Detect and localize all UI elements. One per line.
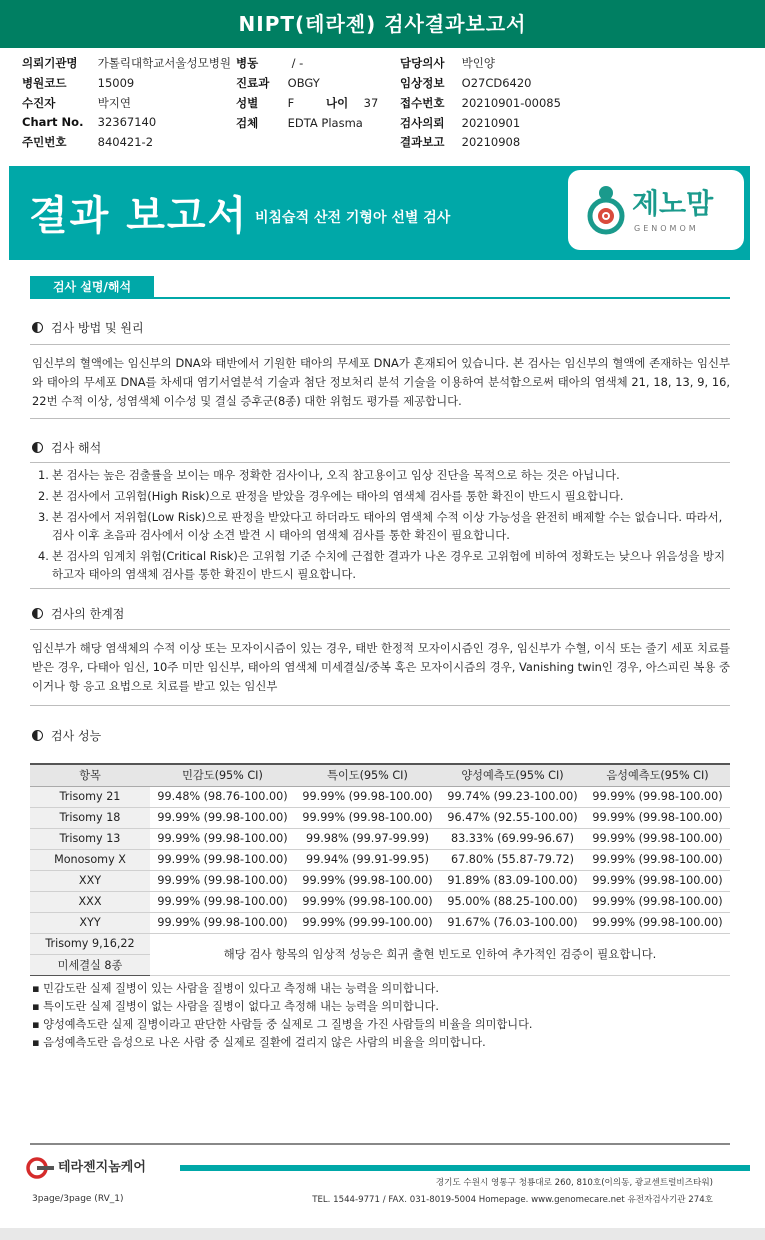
sex-label: 성별: [236, 96, 259, 110]
column-header: 항목: [30, 764, 150, 786]
sex-item: [236, 95, 294, 111]
divider: [30, 462, 730, 463]
table-row: [30, 828, 730, 849]
item-text: 본 검사는 높은 검출률을 보이는 매우 정확한 검사이나, 오직 참고용이고 임상 진단을 목적으로 하는 것은 아닙니다.: [52, 468, 620, 482]
footer-bar: [180, 1165, 750, 1171]
request-date-value: 20210901: [461, 116, 521, 130]
company-logo: [26, 1156, 146, 1179]
genomom-mother-icon: [582, 184, 630, 236]
performance-heading: [32, 727, 101, 744]
resident-no-label: 주민번호: [22, 135, 67, 149]
row-name: Trisomy 21: [30, 786, 150, 807]
npv-cell: 99.99% (99.98-100.00): [585, 891, 730, 912]
list-item: [38, 487, 728, 505]
interpretation-heading: [32, 439, 101, 456]
ppv-cell: 83.33% (69.99-96.67): [440, 828, 585, 849]
table-row: [30, 849, 730, 870]
banner-subtitle: 비침습적 산전 기형아 선별 검사: [255, 210, 451, 226]
report-date-label: 결과보고: [400, 135, 445, 149]
resident-no-value: 840421-2: [97, 135, 154, 149]
divider: [30, 344, 730, 345]
resident-no-item: [22, 134, 153, 150]
receipt-no-label: 접수번호: [400, 96, 445, 110]
bottom-strip: [0, 1228, 765, 1240]
doctor-label: 담당의사: [400, 56, 445, 70]
institution-item: [22, 55, 231, 71]
request-date-label: 검사의뢰: [400, 116, 445, 130]
specimen-label: 검체: [236, 116, 259, 130]
item-number: 3.: [38, 510, 49, 524]
chart-no-label: Chart No.: [22, 115, 84, 129]
row-name: Trisomy 13: [30, 828, 150, 849]
list-item: [38, 466, 728, 484]
receipt-no-item: [400, 95, 561, 111]
department-item: [236, 75, 320, 91]
performance-heading-text: 검사 성능: [51, 729, 102, 743]
banner-title: 결과 보고서: [29, 193, 249, 239]
table-row: [30, 870, 730, 891]
hospital-code-label: 병원코드: [22, 76, 67, 90]
table-row: [30, 891, 730, 912]
definition-item: ▪ 양성예측도란 실제 질병이라고 판단한 사람들 중 실제로 그 질병을 가진 사람들의 비율을 의미합니다.: [32, 1016, 732, 1034]
ppv-cell: 91.89% (83.09-100.00): [440, 870, 585, 891]
list-item: [38, 547, 728, 583]
definition-item: ▪ 음성예측도란 음성으로 나온 사람 중 실제로 질환에 걸리지 않은 사람의 비율을 의미합니다.: [32, 1034, 732, 1052]
specificity-cell: 99.99% (99.98-100.00): [295, 891, 440, 912]
report-date-value: 20210908: [461, 135, 521, 149]
sensitivity-cell: 99.99% (99.98-100.00): [150, 870, 295, 891]
sensitivity-cell: 99.99% (99.98-100.00): [150, 912, 295, 933]
ward-value: / -: [291, 56, 304, 70]
specificity-cell: 99.99% (99.98-100.00): [295, 807, 440, 828]
logo-text: 제노맘: [632, 187, 714, 220]
department-value: OBGY: [287, 76, 320, 90]
definition-item: ▪ 민감도란 실제 질병이 있는 사람을 질병이 있다고 측정해 내는 능력을 의미합니다.: [32, 980, 732, 998]
divider: [30, 588, 730, 589]
doctor-item: [400, 55, 495, 71]
column-header: 음성예측도(95% CI): [585, 764, 730, 786]
contact-line: TEL. 1544-9771 / FAX. 031-8019-5004 Homepage. www.genomecare.net 유전자검사기관 274호: [312, 1195, 713, 1205]
specimen-value: EDTA Plasma: [287, 116, 363, 130]
specificity-cell: 99.99% (99.99-100.00): [295, 912, 440, 933]
section-divider: [30, 297, 730, 299]
section-tab: 검사 설명/해석: [30, 276, 154, 298]
item-number: 4.: [38, 549, 49, 563]
doctor-value: 박인양: [461, 56, 495, 70]
report-date-item: [400, 134, 520, 150]
table-row: [30, 912, 730, 933]
row-name: Monosomy X: [30, 849, 150, 870]
npv-cell: 99.99% (99.98-100.00): [585, 870, 730, 891]
examinee-label: 수진자: [22, 96, 56, 110]
performance-table: [30, 763, 730, 976]
item-text: 본 검사에서 저위험(Low Risk)으로 판정을 받았다고 하더라도 태아의 염색체 수적 이상 가능성을 완전히 배제할 수는 없습니다. 따라서, 검사 이후 초음파 검사에서 이상 소견 발견 시 태아의 염색체 검사를 통한 확진이 필요합니다.: [52, 510, 723, 542]
receipt-no-value: 20210901-00085: [461, 96, 561, 110]
hospital-code-value: 15009: [97, 76, 135, 90]
sensitivity-cell: 99.99% (99.98-100.00): [150, 849, 295, 870]
row-name: Trisomy 9,16,22: [30, 933, 150, 954]
item-text: 본 검사의 임계치 위험(Critical Risk)은 고위험 기준 수치에 근접한 결과가 나온 경우로 고위험에 비하여 정확도는 낮으나 위음성을 방지하고자 태아의 염색체 검사를 통한 확진이 반드시 필요합니다.: [52, 549, 726, 581]
report-title: NIPT(테라젠) 검사결과보고서: [0, 0, 765, 48]
column-header: 양성예측도(95% CI): [440, 764, 585, 786]
item-number: 1.: [38, 468, 49, 482]
address-line: 경기도 수원시 영통구 청룡대로 260, 810호(이의동, 광교센트럴비즈타워): [435, 1178, 713, 1188]
footer-divider: [30, 1143, 730, 1145]
half-circle-icon: [32, 730, 43, 741]
extra-note: 해당 검사 항목의 임상적 성능은 희귀 출현 빈도로 인하여 추가적인 검증이 필요합니다.: [150, 933, 730, 975]
sex-value: F: [287, 96, 295, 110]
row-name: XYY: [30, 912, 150, 933]
table-row: [30, 786, 730, 807]
clinical-info-item: [400, 75, 532, 91]
method-text: 임신부의 혈액에는 임신부의 DNA와 태반에서 기원한 태아의 무세포 DNA가 혼재되어 있습니다. 본 검사는 임신부의 혈액에 존재하는 임신부와 태아의 무세포 DNA를 차세대 염기서열분석 기술과 첨단 정보처리 분석 기술을 이용하여 분석함으로써 태아의 염색체 21, 18, 13, 9, 16, 22번 수적 이상, 성염색체 이수성 및 결실 증후군(8종) 대한 위험도 평가를 제공합니다.: [32, 356, 730, 408]
divider: [30, 629, 730, 630]
method-heading: [32, 319, 144, 336]
examinee-item: [22, 95, 131, 111]
npv-cell: 99.99% (99.98-100.00): [585, 828, 730, 849]
sensitivity-cell: 99.48% (98.76-100.00): [150, 786, 295, 807]
institution-value: 가톨릭대학교서울성모병원: [97, 56, 231, 70]
request-date-item: [400, 115, 520, 131]
result-banner: [9, 166, 750, 260]
institution-label: 의뢰기관명: [22, 56, 78, 70]
half-circle-icon: [32, 608, 43, 619]
limitations-heading-text: 검사의 한계점: [51, 607, 125, 621]
limitations-heading: [32, 605, 124, 622]
table-row: [30, 933, 730, 954]
item-number: 2.: [38, 489, 49, 503]
row-name: XXY: [30, 870, 150, 891]
examinee-value: 박지연: [97, 96, 131, 110]
chart-no-item: [22, 115, 156, 129]
ppv-cell: 95.00% (88.25-100.00): [440, 891, 585, 912]
clinical-info-value: O27CD6420: [461, 76, 532, 90]
definition-item: ▪ 특이도란 실제 질병이 없는 사람을 질병이 없다고 측정해 내는 능력을 의미합니다.: [32, 998, 732, 1016]
npv-cell: 99.99% (99.98-100.00): [585, 786, 730, 807]
interpretation-list: [38, 466, 728, 586]
row-name: 미세결실 8종: [30, 954, 150, 975]
specificity-cell: 99.98% (99.97-99.99): [295, 828, 440, 849]
age-value: 37: [363, 96, 379, 110]
sensitivity-cell: 99.99% (99.98-100.00): [150, 828, 295, 849]
age-item: [326, 95, 378, 111]
half-circle-icon: [32, 322, 43, 333]
column-header: 민감도(95% CI): [150, 764, 295, 786]
ppv-cell: 99.74% (99.23-100.00): [440, 786, 585, 807]
item-text: 본 검사에서 고위험(High Risk)으로 판정을 받았을 경우에는 태아의 염색체 검사를 통한 확진이 반드시 필요합니다.: [52, 489, 624, 503]
row-name: Trisomy 18: [30, 807, 150, 828]
npv-cell: 99.99% (99.98-100.00): [585, 912, 730, 933]
age-label: 나이: [326, 96, 349, 110]
method-heading-text: 검사 방법 및 원리: [51, 321, 144, 335]
ward-item: [236, 55, 303, 71]
clinical-info-label: 임상정보: [400, 76, 445, 90]
column-header: 특이도(95% CI): [295, 764, 440, 786]
page-number: 3page/3page (RV_1): [32, 1194, 124, 1204]
specificity-cell: 99.99% (99.98-100.00): [295, 786, 440, 807]
specificity-cell: 99.99% (99.98-100.00): [295, 870, 440, 891]
ppv-cell: 91.67% (76.03-100.00): [440, 912, 585, 933]
definitions-list: [32, 980, 732, 1052]
hospital-code-item: [22, 75, 134, 91]
sensitivity-cell: 99.99% (99.98-100.00): [150, 807, 295, 828]
limitations-text: 임신부가 해당 염색체의 수적 이상 또는 모자이시즘이 있는 경우, 태반 한정적 모자이시즘인 경우, 임신부가 수혈, 이식 또는 줄기 세포 치료를 받은 경우, 다태아 임신, 10주 미만 임신부, 태아의 염색체 미세결실/중복 혹은 모자이시즘의 경우, Vanishing twin인 경우, 아스피린 복용 중이거나 항 응고 요법으로 치료를 받고 있는 임신부: [32, 641, 730, 693]
specificity-cell: 99.94% (99.91-99.95): [295, 849, 440, 870]
ppv-cell: 67.80% (55.87-79.72): [440, 849, 585, 870]
divider: [30, 705, 730, 706]
ward-label: 병동: [236, 56, 259, 70]
chart-no-value: 32367140: [97, 115, 157, 129]
row-name: XXX: [30, 891, 150, 912]
specimen-item: [236, 115, 363, 131]
sensitivity-cell: 99.99% (99.98-100.00): [150, 891, 295, 912]
department-label: 진료과: [236, 76, 270, 90]
patient-info: [0, 48, 765, 158]
g-logo-icon: [26, 1157, 56, 1179]
footer-address: [312, 1175, 713, 1209]
npv-cell: 99.99% (99.98-100.00): [585, 849, 730, 870]
interpretation-heading-text: 검사 해석: [51, 441, 102, 455]
table-row: [30, 807, 730, 828]
divider: [30, 418, 730, 419]
company-name: 테라젠지놈케어: [58, 1160, 146, 1175]
half-circle-icon: [32, 442, 43, 453]
table-header-row: [30, 764, 730, 786]
ppv-cell: 96.47% (92.55-100.00): [440, 807, 585, 828]
logo-subtext: GENOMOM: [634, 224, 699, 233]
list-item: [38, 508, 728, 544]
genomom-logo: [568, 170, 744, 250]
npv-cell: 99.99% (99.98-100.00): [585, 807, 730, 828]
